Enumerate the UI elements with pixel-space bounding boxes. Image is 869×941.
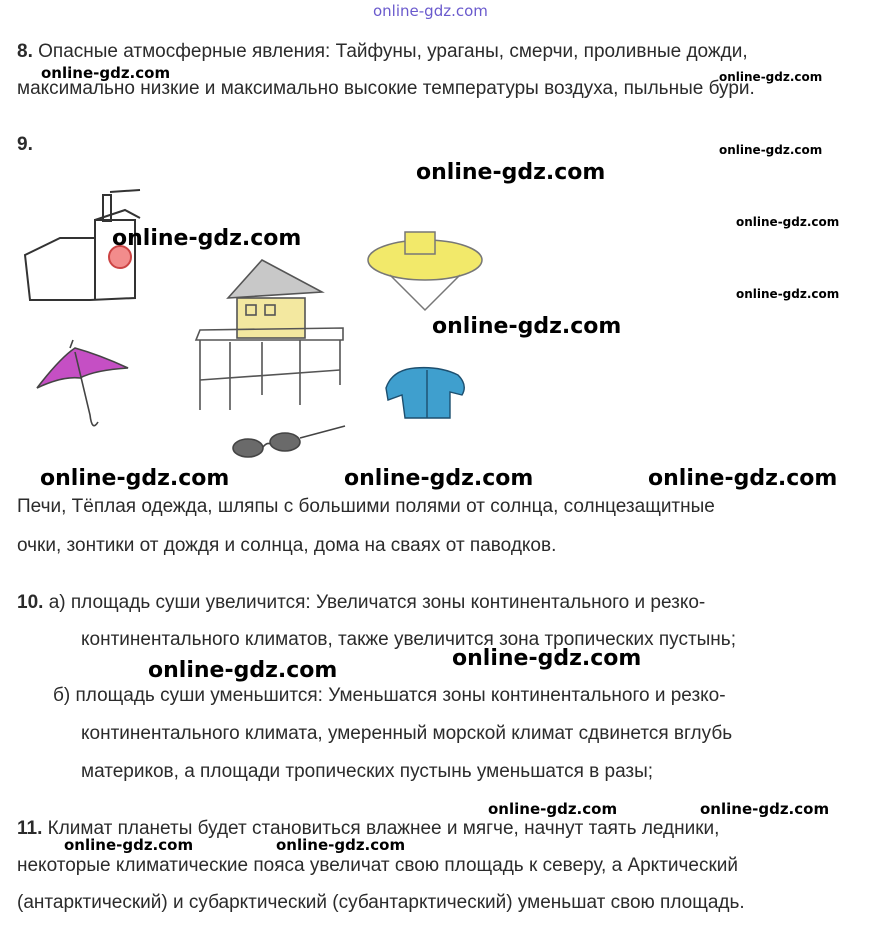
q10-b-text-line2: континентального климата, умеренный морской климат сдвинется вглубь	[81, 723, 733, 744]
watermark: online-gdz.com	[488, 800, 618, 818]
sunglasses-sketch	[233, 426, 345, 457]
q8-text-line1: Опасные атмосферные явления: Тайфуны, ураганы, смерчи, проливные дожди,	[38, 41, 748, 62]
q11-text-line2: некоторые климатические пояса увеличат свою площадь к северу, а Арктический	[17, 855, 739, 876]
q11-text-line3: (антарктический) и субарктический (субантарктический) уменьшат свою площадь.	[17, 892, 745, 913]
q8-number: 8.	[17, 41, 33, 62]
watermark: online-gdz.com	[719, 70, 823, 84]
watermark: online-gdz.com	[112, 226, 302, 251]
watermark: online-gdz.com	[148, 658, 338, 683]
watermark: online-gdz.com	[736, 287, 840, 301]
header-site-link[interactable]: online-gdz.com	[373, 2, 488, 20]
stilt-house-sketch	[196, 260, 343, 410]
q9-number: 9.	[17, 134, 33, 155]
q10-a-text-line1: а) площадь суши увеличится: Увеличатся зоны континентального и резко-	[48, 592, 706, 613]
q10-b-text-line1: б) площадь суши уменьшится: Уменьшатся зоны континентального и резко-	[53, 685, 726, 706]
q10-number: 10.	[17, 592, 44, 613]
watermark: online-gdz.com	[648, 466, 838, 491]
q9-text-line1: Печи, Тёплая одежда, шляпы с большими полями от солнца, солнцезащитные	[17, 496, 715, 517]
watermark: online-gdz.com	[719, 143, 823, 157]
q8-text-line2: максимально низкие и максимально высокие температуры воздуха, пыльные бури.	[17, 78, 755, 99]
watermark: online-gdz.com	[452, 646, 642, 671]
sun-hat-sketch	[368, 232, 482, 310]
q11-text-line1: Климат планеты будет становиться влажнее и мягче, начнут таять ледники,	[47, 818, 720, 839]
q10-line-a1	[17, 584, 705, 622]
watermark: online-gdz.com	[416, 160, 606, 185]
watermark: online-gdz.com	[41, 64, 171, 82]
q11-number: 11.	[17, 818, 43, 839]
watermark: online-gdz.com	[736, 215, 840, 229]
q9-text-line2: очки, зонтики от дождя и солнца, дома на сваях от паводков.	[17, 535, 557, 556]
watermark: online-gdz.com	[344, 466, 534, 491]
q10-b-text-line3: материков, а площади тропических пустынь уменьшатся в разы;	[81, 761, 654, 782]
watermark: online-gdz.com	[432, 314, 622, 339]
watermark: online-gdz.com	[64, 836, 194, 854]
umbrella-sketch	[37, 340, 128, 426]
q10-a-text-line2: континентального климатов, также увеличится зона тропических пустынь;	[81, 629, 736, 650]
watermark: online-gdz.com	[700, 800, 830, 818]
watermark: online-gdz.com	[40, 466, 230, 491]
watermark: online-gdz.com	[276, 836, 406, 854]
jacket-sketch	[386, 368, 464, 418]
